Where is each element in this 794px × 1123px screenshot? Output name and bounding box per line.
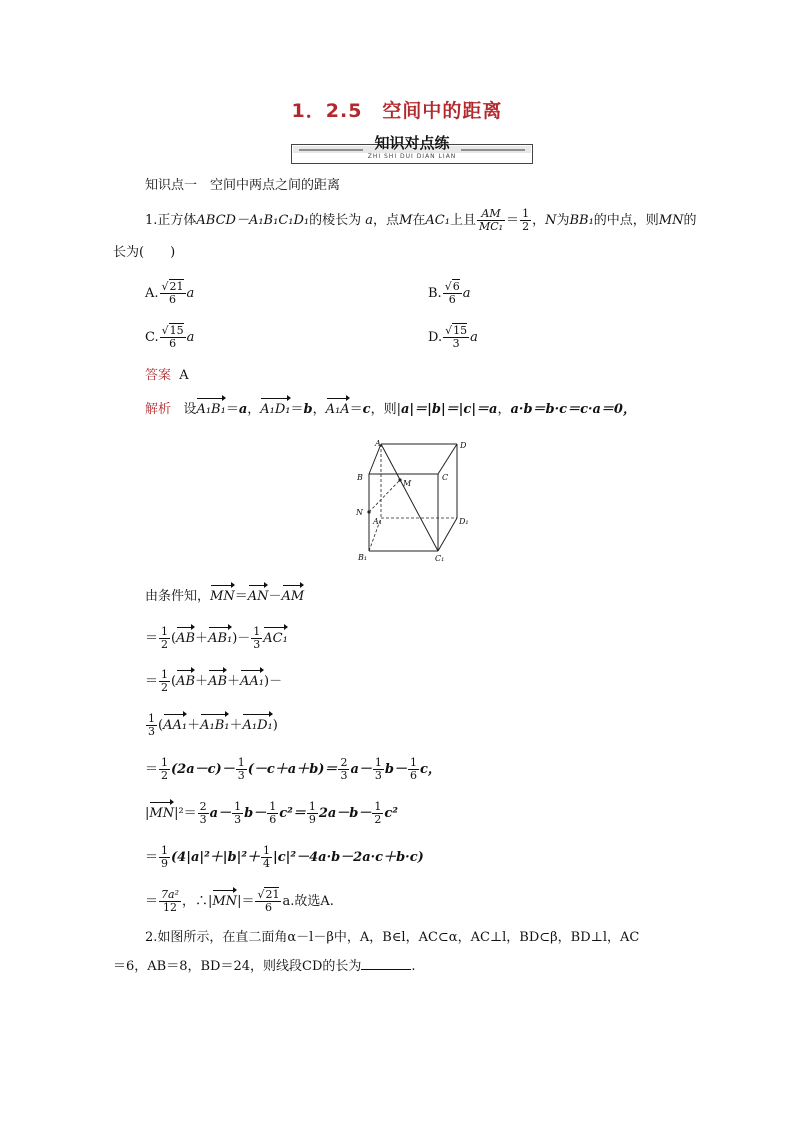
- derivation-line-2: ＝ $\frac{1}{2}$ (AB＋AB₁)－ $\frac{1}{3}$ AC₁: [145, 625, 288, 651]
- analysis-line: 解析 设A₁B₁＝a，A₁D₁＝b，A₁A＝c，则|a|＝|b|＝|c|＝a，a·b＝b·c＝c·a＝0，: [145, 400, 636, 420]
- label-d1: D₁: [459, 517, 469, 526]
- label-m: M: [403, 479, 412, 488]
- question-2-line-2: ＝6，AB＝8，BD＝24，则线段CD的长为 .: [113, 959, 416, 974]
- option-b[interactable]: B. $\frac{√6}{6}$ a: [428, 280, 471, 306]
- cube-figure: [340, 436, 480, 566]
- label-a: A: [375, 439, 381, 448]
- question-2-line-1: 2.如图所示，在直二面角α－l－β中，A，B∈l，AC⊂α，AC⊥l，BD⊂β，BD⊥l，AC: [145, 930, 640, 945]
- option-a[interactable]: A. $\frac{√21}{6}$ a: [145, 280, 195, 306]
- answer-value: A: [179, 368, 189, 383]
- derivation-line-3: ＝ $\frac{1}{2}$ (AB＋AB＋AA₁)－: [145, 668, 283, 694]
- label-a1: A₁: [373, 517, 382, 526]
- derivation-line-1: 由条件知，MN＝AN－AM: [145, 587, 304, 607]
- banner-title: 知识对点练: [374, 134, 450, 152]
- derivation-line-5: ＝ $\frac{1}{2}$ (2a－c)－ $\frac{1}{3}$ (－c＋a＋b)＝ $\frac{2}{3}$ a－ $\frac{1}{3}$ b－ $\frac{1}{6}$ c，: [145, 756, 441, 782]
- label-n: N: [356, 508, 363, 517]
- option-c[interactable]: C. $\frac{√15}{6}$ a: [145, 324, 195, 350]
- label-c: C: [442, 473, 449, 482]
- derivation-line-8: ＝ $\frac{\text{7a²}}{12}$ ，∴|MN|＝ $\frac{√21}{6}$ a.故选A.: [145, 888, 334, 914]
- derivation-line-6: |MN|²＝ $\frac{2}{3}$ a－ $\frac{1}{3}$ b－ $\frac{1}{6}$ c²＝ $\frac{1}{9}$ 2a－b－ $\frac{1}{2}$ c²: [145, 800, 398, 826]
- derivation-line-7: ＝ $\frac{1}{9}$ (4|a|²＋|b|²＋ $\frac{1}{4}$ |c|²－4a·b－2a·c＋b·c): [145, 844, 424, 870]
- question-1-line-2: 长为( ): [113, 245, 176, 260]
- option-d[interactable]: D. $\frac{√15}{3}$ a: [428, 324, 478, 350]
- analysis-label: 解析: [145, 402, 172, 417]
- label-d: D: [460, 441, 467, 450]
- label-b: B: [357, 473, 363, 482]
- answer-blank[interactable]: [361, 957, 411, 970]
- section-heading: 知识点一 空间中两点之间的距离: [145, 178, 341, 193]
- derivation-line-4: $\frac{1}{3}$ (AA₁＋A₁B₁＋A₁D₁): [148, 712, 278, 738]
- page-title: 1．2.5 空间中的距离: [291, 100, 503, 122]
- banner-subtitle: ZHI SHI DUI DIAN LIAN: [367, 153, 457, 160]
- label-b1: B₁: [358, 553, 368, 562]
- answer-label: 答案: [145, 368, 172, 383]
- answer-line: [145, 366, 189, 386]
- label-c1: C₁: [435, 554, 445, 563]
- question-1-line-1: 1.正方体ABCD－A₁B₁C₁D₁的棱长为 a，点M在AC₁上且 $\frac{AM}{\text{MC₁}}$ ＝ $\frac{1}{2}$ ，N为BB₁的中点，则MN的: [145, 207, 697, 233]
